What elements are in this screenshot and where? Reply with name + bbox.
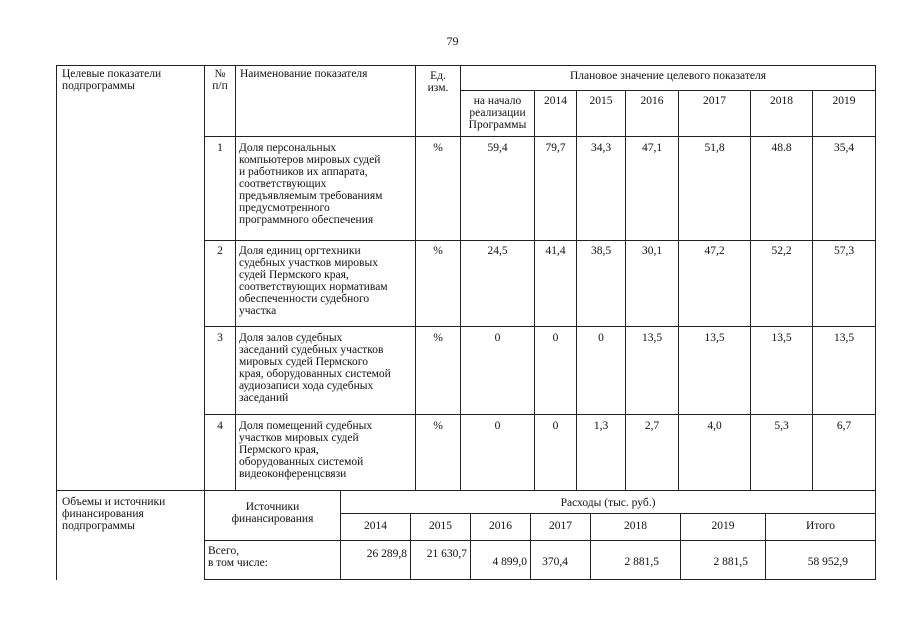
row-value: 0 bbox=[552, 332, 559, 344]
rule-bottom bbox=[204, 579, 876, 580]
finance-section-label: Объемы и источники финансирования подпрограммы bbox=[62, 496, 166, 532]
rule-right bbox=[875, 65, 876, 580]
col-year-header: 2018 bbox=[770, 95, 793, 107]
rule-left bbox=[56, 65, 57, 580]
rule-header-bottom bbox=[204, 136, 876, 137]
row-name: Доля помещений судебных участков мировых судей Пермского края, оборудованных системой видеоконференцсвязи bbox=[239, 420, 373, 480]
col-year-header: 2014 bbox=[544, 95, 567, 107]
row-value: 13,5 bbox=[641, 332, 663, 344]
row-number: 1 bbox=[217, 142, 223, 154]
rule-top bbox=[56, 65, 876, 66]
row-value: 57,3 bbox=[833, 245, 855, 257]
row-value: 38,5 bbox=[590, 245, 612, 257]
row-name: Доля залов судебных заседаний судебных участков мировых судей Пермского края, оборудованных системой аудиозаписи хода судебных заседаний bbox=[239, 332, 391, 404]
total-value: 58 952,9 bbox=[807, 556, 848, 568]
rule-row3 bbox=[204, 414, 876, 415]
row-value: 13,5 bbox=[771, 332, 792, 344]
total-value: 2 881,5 bbox=[713, 556, 748, 568]
col-name-header: Наименование показателя bbox=[240, 68, 368, 80]
finance-col-header: 2017 bbox=[549, 520, 572, 532]
row-value: 2,7 bbox=[644, 420, 660, 432]
total-value: 21 630,7 bbox=[426, 548, 467, 560]
row-start-value: 24,5 bbox=[487, 245, 508, 257]
row-value: 0 bbox=[598, 332, 604, 344]
col-year-header: 2019 bbox=[832, 95, 856, 107]
row-value: 79,7 bbox=[545, 142, 566, 154]
finance-col-header: 2018 bbox=[624, 520, 647, 532]
row-value: 47,1 bbox=[641, 142, 663, 154]
finance-col-header: 2014 bbox=[364, 520, 387, 532]
col-year-header: 2016 bbox=[640, 95, 664, 107]
row-value: 13,5 bbox=[833, 332, 855, 344]
row-value: 52,2 bbox=[771, 245, 792, 257]
row-value: 0 bbox=[552, 420, 559, 432]
total-value: 26 289,8 bbox=[366, 548, 407, 560]
row-start-value: 0 bbox=[494, 332, 501, 344]
rule-plan-header bbox=[460, 90, 876, 91]
col-start-header: на начало реализации Программы bbox=[468, 95, 527, 131]
rule-row2 bbox=[204, 326, 876, 327]
row-start-value: 0 bbox=[494, 420, 501, 432]
row-number: 4 bbox=[217, 420, 223, 432]
row-value: 35,4 bbox=[833, 142, 855, 154]
row-value: 34,3 bbox=[590, 142, 612, 154]
row-value: 51,8 bbox=[704, 142, 725, 154]
row-unit: % bbox=[433, 142, 443, 154]
finance-col-header: 2019 bbox=[711, 520, 735, 532]
row-value: 48.8 bbox=[771, 142, 792, 154]
row-value: 1,3 bbox=[593, 420, 609, 432]
row-value: 47,2 bbox=[704, 245, 725, 257]
row-unit: % bbox=[433, 332, 443, 344]
sources-header: Источники финансирования bbox=[231, 501, 314, 525]
total-label: Всего, в том числе: bbox=[208, 545, 268, 569]
row-value: 41,4 bbox=[545, 245, 566, 257]
row-value: 6,7 bbox=[836, 420, 852, 432]
finance-col-header: 2016 bbox=[489, 520, 512, 532]
expenses-header: Расходы (тыс. руб.) bbox=[560, 497, 656, 509]
col-year-header: 2015 bbox=[589, 95, 613, 107]
col-year-header: 2017 bbox=[703, 95, 726, 107]
row-start-value: 59,4 bbox=[487, 142, 508, 154]
row-value: 13,5 bbox=[704, 332, 725, 344]
row-value: 5,3 bbox=[774, 420, 789, 432]
col-num-header: № п/п bbox=[212, 68, 228, 92]
total-value: 2 881,5 bbox=[624, 556, 659, 568]
row-unit: % bbox=[433, 420, 443, 432]
total-value: 4 899,0 bbox=[492, 556, 527, 568]
targets-section-label: Целевые показатели подпрограммы bbox=[62, 68, 162, 92]
rule-section-split bbox=[56, 490, 876, 491]
rule-row1 bbox=[204, 240, 876, 241]
row-name: Доля персональных компьютеров мировых судей и работников их аппарата, соответствующих предъявляемым требованиям предусмотренного программного обеспечения bbox=[239, 142, 383, 226]
finance-col-header: Итого bbox=[805, 520, 836, 532]
total-value: 370,4 bbox=[542, 556, 568, 568]
finance-col-header: 2015 bbox=[429, 520, 452, 532]
row-name: Доля единиц оргтехники судебных участков мировых судей Пермского края, соответствующих нормативам обеспеченности судебного участка bbox=[239, 245, 388, 317]
row-number: 3 bbox=[217, 332, 223, 344]
rule-col-num bbox=[235, 65, 236, 490]
row-unit: % bbox=[433, 245, 443, 257]
rule-expenses-header bbox=[340, 513, 876, 514]
row-number: 2 bbox=[217, 245, 223, 257]
col-unit-header: Ед. изм. bbox=[427, 70, 449, 94]
row-value: 30,1 bbox=[641, 245, 663, 257]
page-number: 79 bbox=[446, 34, 459, 48]
col-plan-header: Плановое значение целевого показателя bbox=[570, 70, 766, 82]
rule-finance-header-bottom bbox=[204, 540, 876, 541]
row-value: 4,0 bbox=[707, 420, 722, 432]
